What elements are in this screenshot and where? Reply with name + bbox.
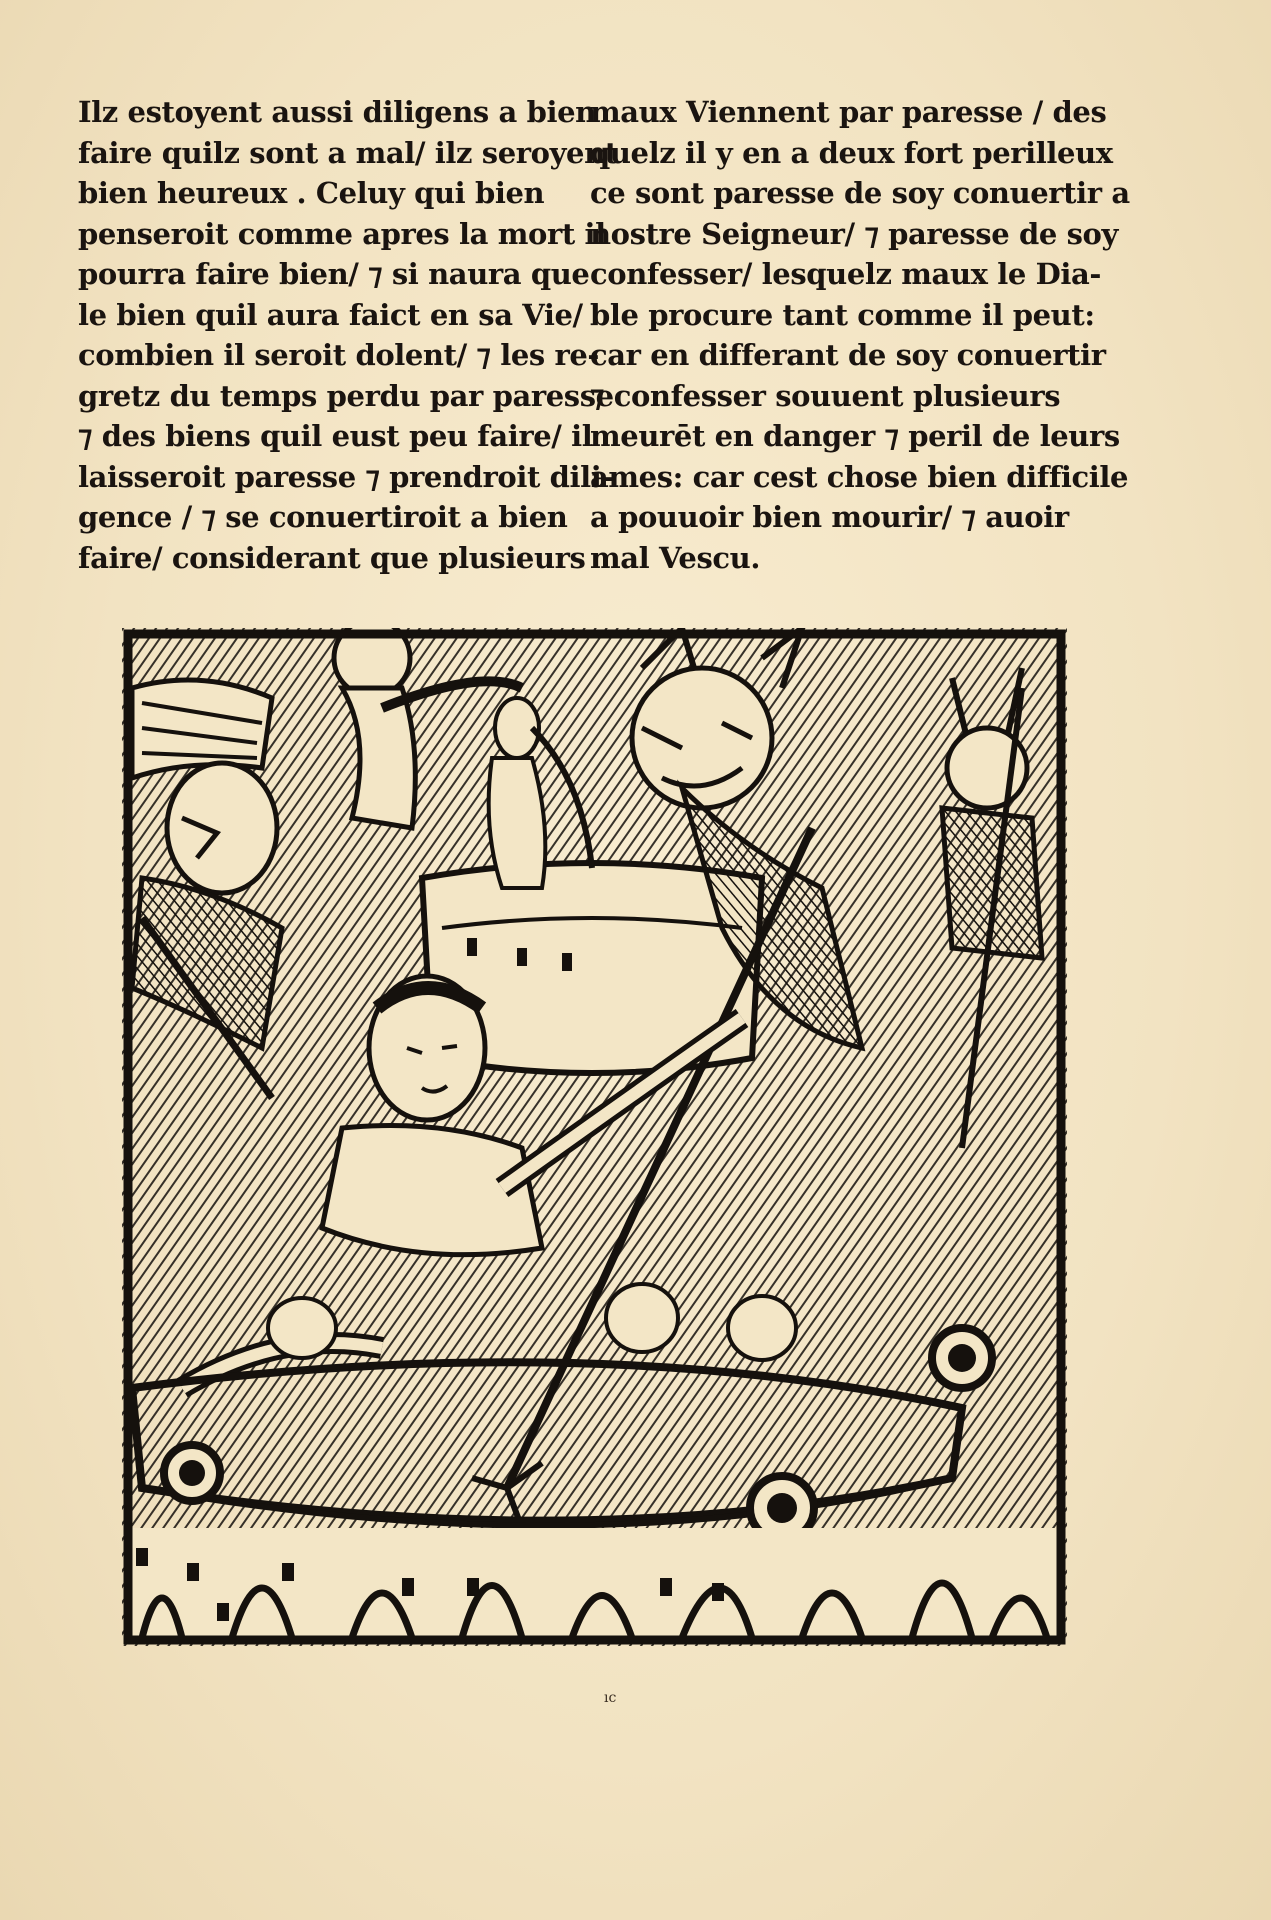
text-line: gretz du temps perdu par paresse: [78, 378, 614, 413]
text-column-left: [78, 92, 618, 578]
text-line: a pouuoir bien mourir/ ⁊ auoir: [590, 500, 1069, 534]
text-line: ble procure tant comme il peut:: [590, 297, 1095, 332]
text-line: combien il seroit dolent/ ⁊ les re-: [78, 338, 600, 372]
flames: [132, 1528, 1057, 1638]
text-column-right: [590, 92, 1130, 578]
text-line: mal Vescu.: [590, 540, 761, 575]
text-line: ⁊ des biens quil eust peu faire/ il: [78, 419, 593, 453]
text-line: bien heureux . Celuy qui bien: [78, 176, 545, 210]
text-line: gence / ⁊ se conuertiroit a bien: [78, 500, 568, 534]
text-line: meurēt en danger ⁊ peril de leurs: [590, 419, 1120, 453]
text-line: confesser/ lesquelz maux le Dia-: [590, 257, 1101, 291]
text-line: pourra faire bien/ ⁊ si naura que: [78, 257, 590, 291]
text-line: car en differant de soy conuertir: [590, 338, 1106, 372]
stray-ink-mark: ıc: [604, 1690, 617, 1706]
text-line: faire quilz sont a mal/ ilz seroyent: [78, 135, 618, 170]
woodcut-illustration: [122, 628, 1067, 1646]
text-line: quelz il y en a deux fort perilleux: [590, 135, 1113, 170]
text-line: penseroit comme apres la mort il: [78, 216, 606, 251]
text-line: Ilz estoyent aussi diligens a bien: [78, 95, 596, 129]
text-line: ⁊ confesser souuent plusieurs: [590, 378, 1061, 413]
woodcut-background: [122, 628, 1067, 1646]
text-line: laisseroit paresse ⁊ prendroit dili-: [78, 459, 614, 494]
text-line: ce sont paresse de soy conuertir a: [590, 176, 1130, 210]
text-line: ames: car cest chose bien difficile: [590, 459, 1129, 494]
text-line: nostre Seigneur/ ⁊ paresse de soy: [590, 216, 1118, 251]
text-line: maux Viennent par paresse / des: [590, 95, 1107, 129]
text-line: faire/ considerant que plusieurs: [78, 540, 586, 575]
text-line: le bien quil aura faict en sa Vie/: [78, 297, 583, 332]
